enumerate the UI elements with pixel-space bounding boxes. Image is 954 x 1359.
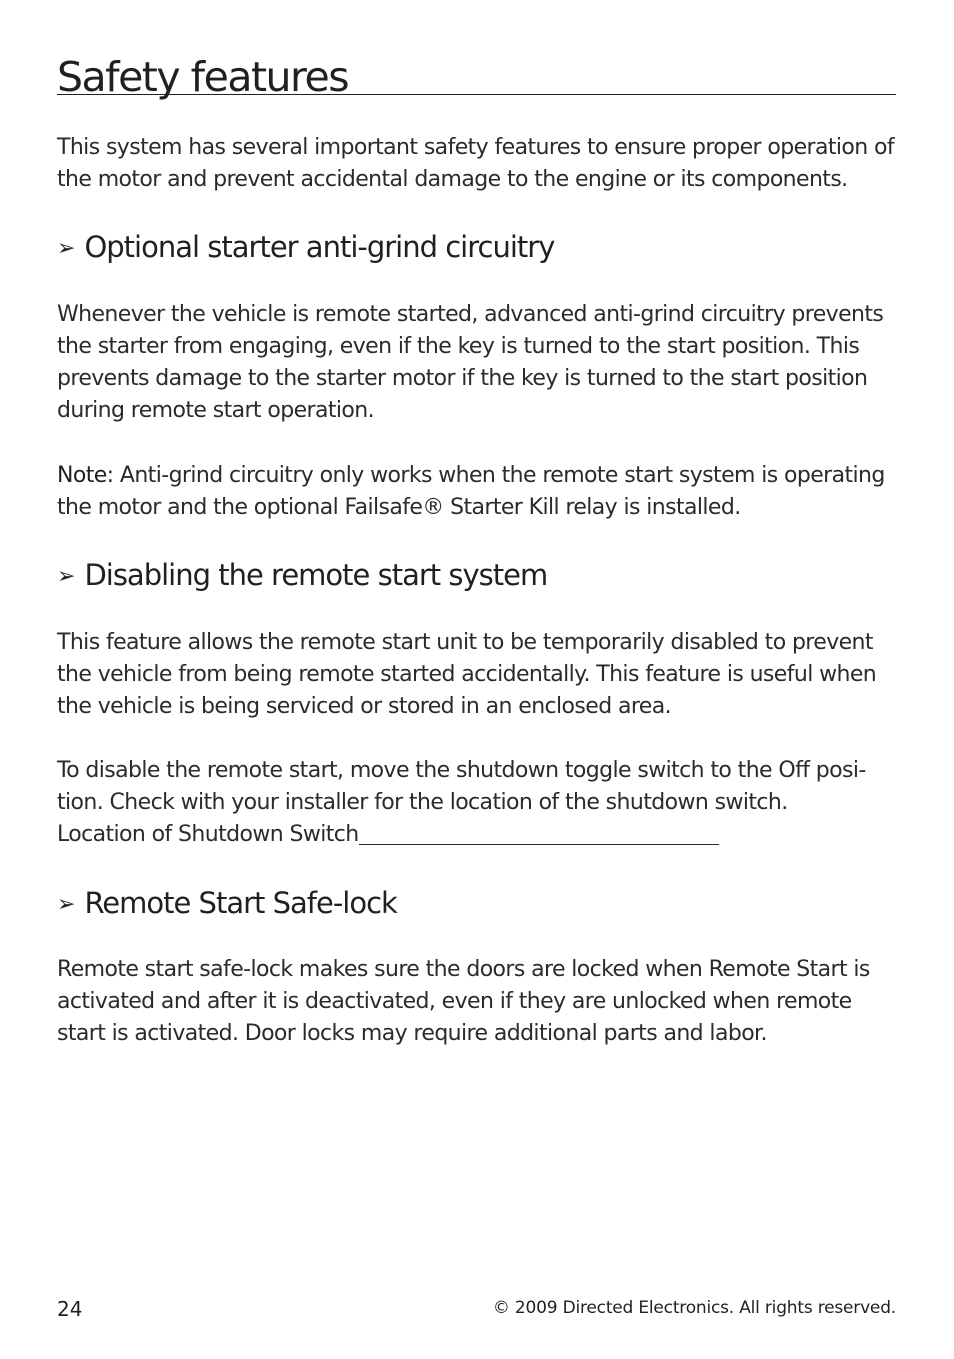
section-heading-text: Optional starter anti-grind circuitry (84, 230, 555, 264)
note-label: Note: (57, 463, 114, 488)
note-text: Anti-grind circuitry only works when the remote start system is operating the motor and the optional Failsafe® Starter Kill relay is installed. (57, 463, 885, 520)
safe-lock-paragraph: Remote start safe-lock makes sure the doors are locked when Remote Start is activated and after it is deactivated, even if they are unlocked when remote start is activated. Door locks may require additional parts and labor. (57, 957, 870, 1046)
section-heading-safe-lock (57, 885, 397, 923)
disabling-instructions (57, 755, 897, 851)
arrow-bullet-icon: ➢ (57, 564, 75, 589)
disabling-paragraph: This feature allows the remote start unit to be temporarily disabled to prevent the vehicle from being remote started accidentally. This feature is useful when the vehicle is being serviced or stored in an enclosed area. (57, 630, 877, 719)
title-underline (57, 94, 896, 95)
copyright-notice: © 2009 Directed Electronics. All rights reserved. (492, 1298, 896, 1318)
page-number: 24 (57, 1297, 83, 1321)
page-title: Safety features (57, 53, 349, 101)
shutdown-switch-location-label: Location of Shutdown Switch (57, 822, 359, 847)
anti-grind-paragraph: Whenever the vehicle is remote started, advanced anti-grind circuitry prevents the starter from engaging, even if the key is turned to the start position. This prevents damage to the starter motor if the key is turned to the start position during remote start operation. (57, 302, 884, 423)
arrow-bullet-icon: ➢ (57, 236, 75, 261)
arrow-bullet-icon: ➢ (57, 892, 75, 917)
disabling-instructions-text: To disable the remote start, move the shutdown toggle switch to the Off posi-tion. Check with your installer for the location of the shutdown switch. (57, 758, 866, 815)
anti-grind-note (57, 460, 897, 524)
intro-paragraph: This system has several important safety features to ensure proper operation of the motor and prevent accidental damage to the engine or its components. (57, 135, 894, 192)
section-heading-disabling (57, 557, 547, 595)
shutdown-switch-location-blank (359, 822, 719, 845)
section-heading-text: Disabling the remote start system (84, 558, 548, 592)
section-heading-anti-grind (57, 229, 554, 267)
section-heading-text: Remote Start Safe-lock (84, 886, 397, 920)
